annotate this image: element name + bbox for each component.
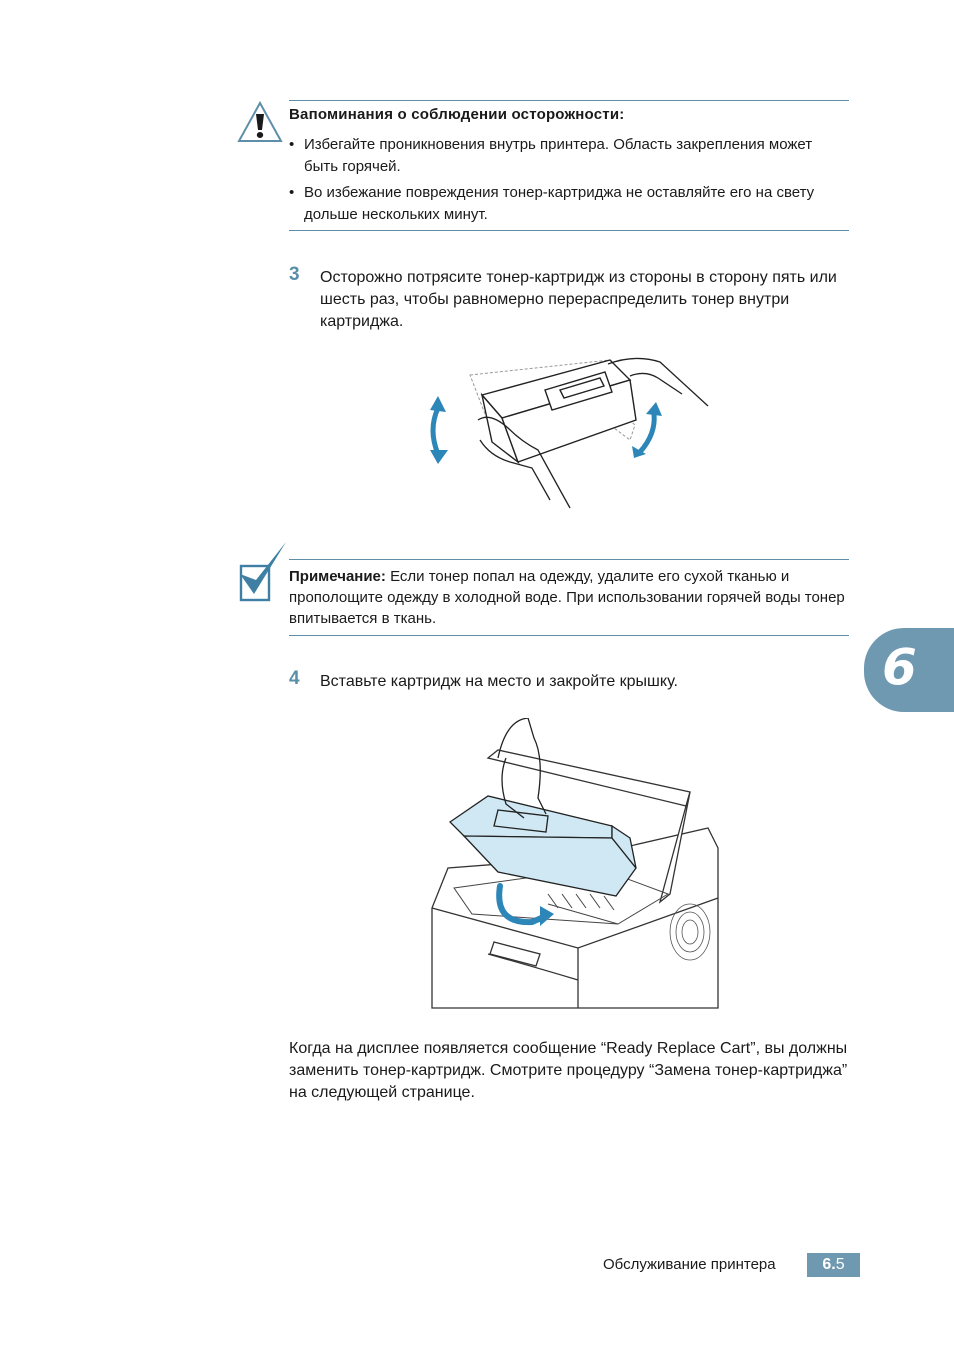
caution-top-rule	[289, 100, 849, 101]
insert-cartridge-illustration	[428, 718, 722, 1010]
note-top-rule	[289, 559, 849, 560]
page-minor: 5	[835, 1256, 845, 1273]
step-text: Вставьте картридж на место и закройте крышку.	[320, 673, 678, 690]
note-text: Если тонер попал на одежду, удалите его сухой тканью и прополощите одежду в холодной воде. При использовании горячей воды тонер впитывается в ткань.	[289, 568, 845, 627]
caution-bullet-text: Избегайте проникновения внутрь принтера. Область закрепления может быть горячей.	[304, 136, 813, 175]
caution-bottom-rule	[289, 230, 849, 231]
warning-triangle-icon	[236, 100, 284, 144]
footer-page-number	[807, 1253, 860, 1277]
bullet-dot: •	[289, 184, 295, 201]
chapter-number: 6	[882, 638, 917, 696]
caution-title: Вапоминания о соблюдении осторожности:	[289, 106, 625, 123]
note-label: Примечание:	[289, 568, 386, 585]
page-major: 6.	[822, 1256, 836, 1273]
step-text: Осторожно потрясите тонер-картридж из стороны в сторону пять или шесть раз, чтобы равномерно перераспределить тонер внутри картриджа.	[320, 269, 837, 330]
checkmark-icon	[238, 540, 288, 604]
footer-section-title: Обслуживание принтера	[603, 1256, 776, 1273]
note-bottom-rule	[289, 635, 849, 636]
bullet-dot: •	[289, 136, 295, 153]
step-number: 4	[289, 668, 300, 689]
chapter-tab	[864, 628, 954, 712]
step-number: 3	[289, 264, 300, 285]
closing-paragraph: Когда на дисплее появляется сообщение “Ready Replace Cart”, вы должны заменить тонер-картридж. Смотрите процедуру “Замена тонер-картриджа” на следующей странице.	[289, 1040, 848, 1101]
caution-bullet	[289, 134, 849, 178]
shake-cartridge-illustration	[420, 350, 720, 510]
caution-bullet-text: Во избежание повреждения тонер-картриджа не оставляйте его на свету дольше нескольких минут.	[304, 184, 815, 223]
note-body	[289, 566, 849, 629]
caution-bullet	[289, 182, 849, 226]
